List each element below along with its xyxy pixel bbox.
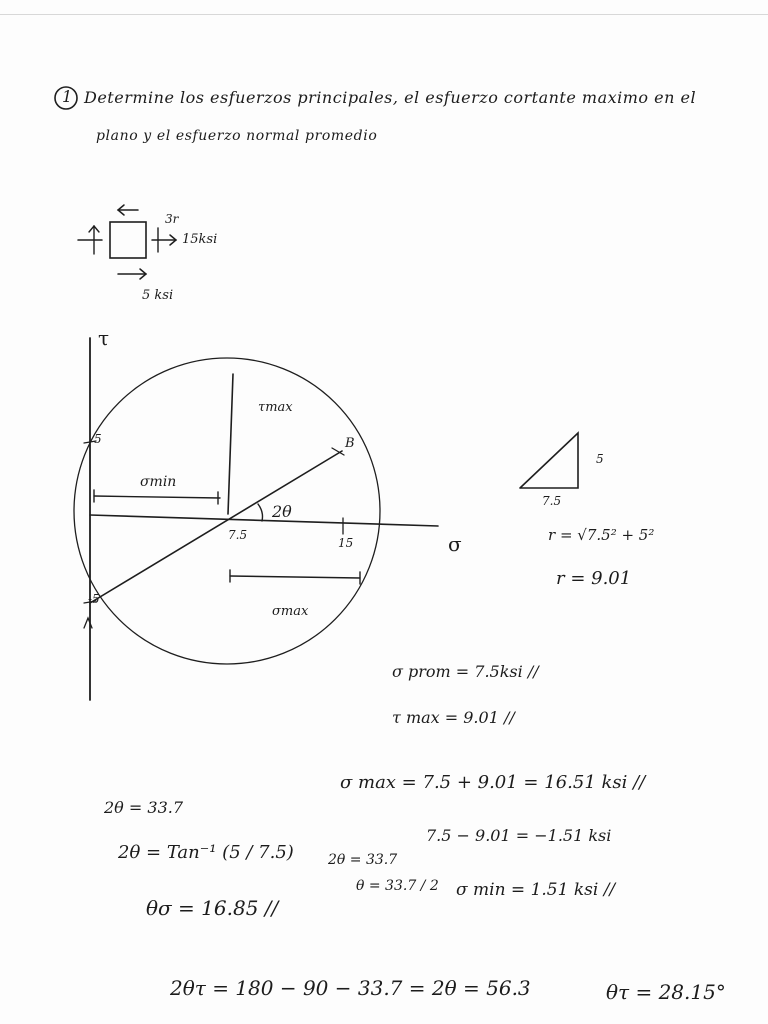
problem-statement-line1: Determine los esfuerzos principales, el esfuerzo cortante maximo en el <box>84 88 697 107</box>
sigma-axis-label: σ <box>448 532 462 556</box>
sigma-min-calculation: 7.5 − 9.01 = −1.51 ksi <box>426 826 612 845</box>
right-triangle <box>520 433 578 488</box>
sigma-min-result: σ min = 1.51 ksi // <box>456 880 616 900</box>
element-right-label: 15ksi <box>182 232 218 247</box>
element-bottom-label: 5 ksi <box>142 288 174 303</box>
triangle-adjacent: 7.5 <box>542 494 562 508</box>
top-tick-label: 5 <box>94 432 102 446</box>
point-b-label: B <box>345 436 355 451</box>
center-tick-label: 7.5 <box>228 528 248 542</box>
tau-axis-label: τ <box>98 326 110 350</box>
sigma-max-label: σmax <box>272 604 309 619</box>
tau-max-result: τ max = 9.01 // <box>392 708 515 727</box>
problem-number: 1 <box>62 87 73 106</box>
sigma-prom-result: σ prom = 7.5ksi // <box>392 662 539 681</box>
problem-statement-line2: plano y el esfuerzo normal promedio <box>96 128 378 144</box>
radius-value: r = 9.01 <box>556 568 632 589</box>
sigma-max-result: σ max = 7.5 + 9.01 = 16.51 ksi // <box>340 772 646 793</box>
two-theta-repeat: 2θ = 33.7 <box>328 852 398 868</box>
sigma-min-label: σmin <box>140 474 177 490</box>
tau-max-label: τmax <box>258 400 293 415</box>
tick-15-label: 15 <box>338 536 354 550</box>
theta-division: θ = 33.7 / 2 <box>356 878 439 894</box>
bottom-tick-label: -5 <box>88 592 100 606</box>
theta-tau-result: θτ = 28.15° <box>606 980 726 1004</box>
final-angle-line: 2θτ = 180 − 90 − 33.7 = 2θ = 56.3 <box>170 976 531 1000</box>
two-theta-value: 2θ = 33.7 <box>104 798 184 817</box>
element-shear-label: 3r <box>165 212 179 226</box>
two-theta-formula: 2θ = Tan⁻¹ (5 / 7.5) <box>118 842 294 863</box>
triangle-opposite: 5 <box>596 452 604 466</box>
radius-formula: r = √7.5² + 5² <box>548 526 655 544</box>
angle-label: 2θ <box>272 502 292 521</box>
theta-sigma-result: θσ = 16.85 // <box>146 896 279 920</box>
